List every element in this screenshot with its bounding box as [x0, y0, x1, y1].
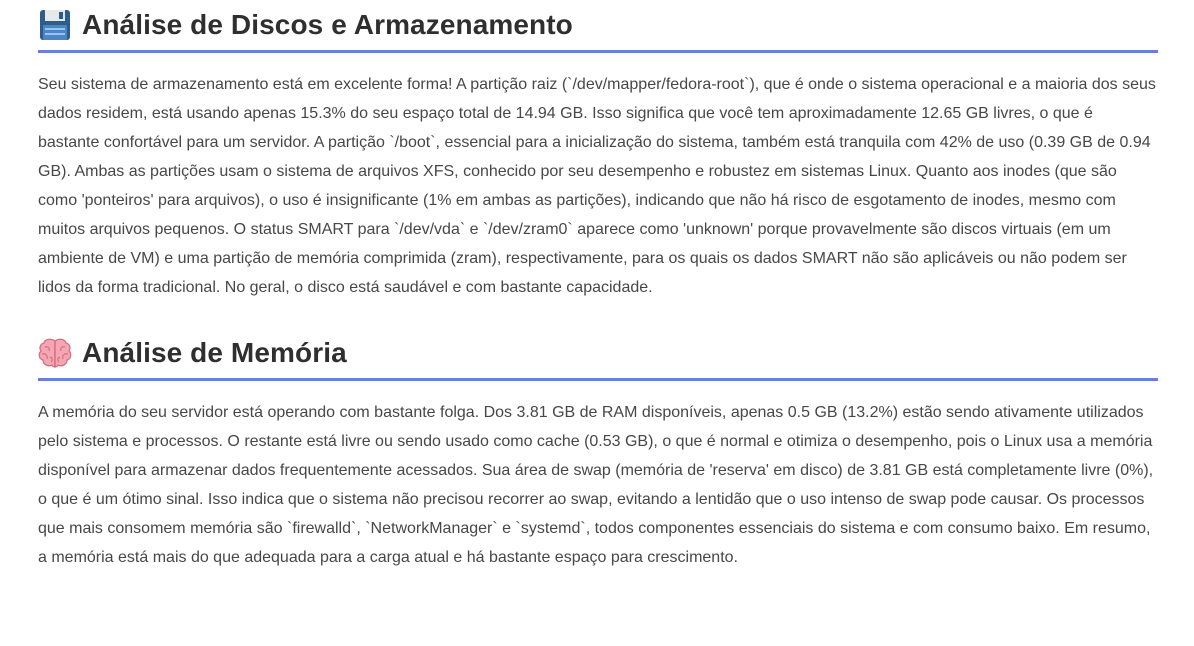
disk-analysis-section — [38, 8, 1158, 302]
floppy-disk-icon — [38, 8, 72, 42]
memory-analysis-paragraph: A memória do seu servidor está operando com bastante folga. Dos 3.81 GB de RAM disponíveis, apenas 0.5 GB (13.2%) estão sendo ativamente utilizados pelo sistema e processos. O restante está livre ou sendo usado como cache (0.53 GB), o que é normal e otimiza o desempenho, pois o Linux usa a memória disponível para armazenar dados frequentemente acessados. Sua área de swap (memória de 'reserva' em disco) de 3.81 GB está completamente livre (0%), o que é um ótimo sinal. Isso indica que o sistema não precisou recorrer ao swap, evitando a lentidão que o uso intenso de swap pode causar. Os processos que mais consomem memória são `firewalld`, `NetworkManager` e `systemd`, todos componentes essenciais do sistema e com consumo baixo. Em resumo, a memória está mais do que adequada para a carga atual e há bastante espaço para crescimento. — [38, 404, 1154, 566]
disk-analysis-title: Análise de Discos e Armazenamento — [82, 9, 573, 40]
report-page — [38, 0, 1158, 572]
memory-analysis-heading — [38, 336, 1158, 381]
brain-icon — [38, 336, 72, 370]
memory-analysis-title: Análise de Memória — [82, 337, 347, 368]
disk-analysis-heading — [38, 8, 1158, 53]
disk-analysis-paragraph: Seu sistema de armazenamento está em excelente forma! A partição raiz (`/dev/mapper/fedora-root`), que é onde o sistema operacional e a maioria dos seus dados residem, está usando apenas 15.3% do seu espaço total de 14.94 GB. Isso significa que você tem aproximadamente 12.65 GB livres, o que é bastante confortável para um servidor. A partição `/boot`, essencial para a inicialização do sistema, também está tranquila com 42% de uso (0.39 GB de 0.94 GB). Ambas as partições usam o sistema de arquivos XFS, conhecido por seu desempenho e robustez em sistemas Linux. Quanto aos inodes (que são como 'ponteiros' para arquivos), o uso é insignificante (1% em ambas as partições), indicando que não há risco de esgotamento de inodes, mesmo com muitos arquivos pequenos. O status SMART para `/dev/vda` e `/dev/zram0` aparece como 'unknown' porque provavelmente são discos virtuais (em um ambiente de VM) e uma partição de memória comprimida (zram), respectivamente, para os quais os dados SMART não são aplicáveis ou não podem ser lidos da forma tradicional. No geral, o disco está saudável e com bastante capacidade. — [38, 76, 1156, 296]
memory-analysis-section — [38, 336, 1158, 572]
